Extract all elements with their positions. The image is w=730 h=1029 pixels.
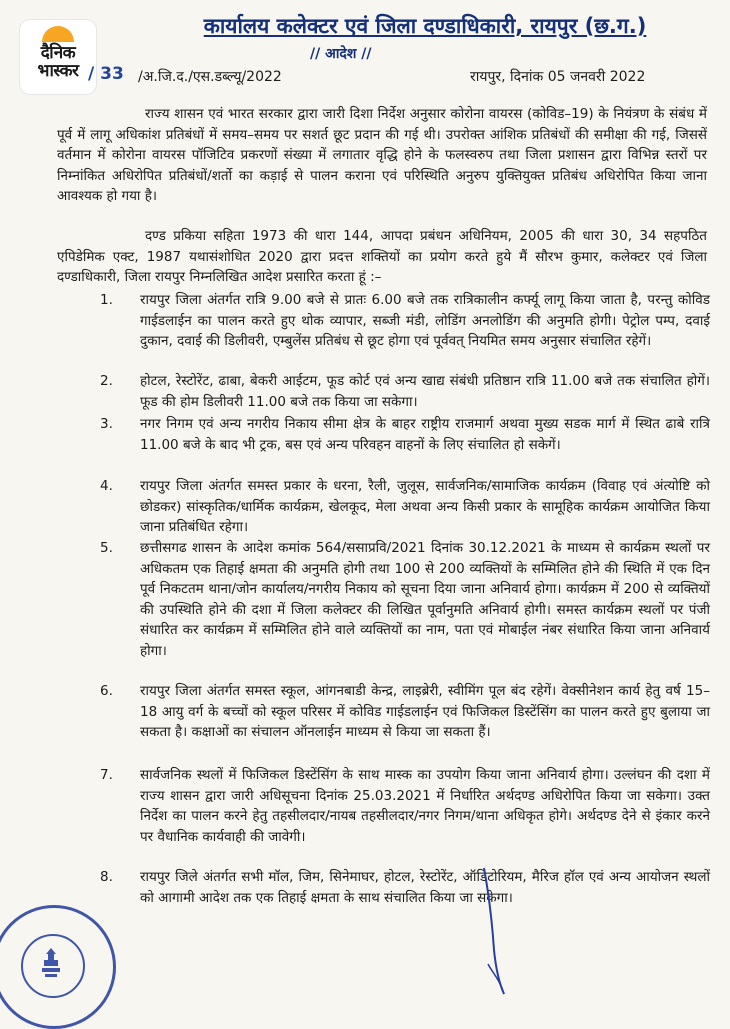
authority-paragraph: दण्ड प्रकिया सहिता 1973 की धारा 144, आपदा प्रबंधन अधिनियम, 2005 की धारा 30, 34 सहपठित एपिडेमिक एक्ट, 1987 यथासंशोधित 2020 द्वारा प्रदत्त शक्तियों का प्रयोग करते हुये मैं सौरभ कुमार, कलेक्टर एवं जिला दण्डाधिकारी, जिला रायपुर निम्नलिखित आदेश प्रसारित करता हूं :– [57,228,707,285]
item-number: 1. [100,292,113,308]
national-emblem-icon [38,946,64,980]
item-text: नगर निगम एवं अन्य नगरीय निकाय सीमा क्षेत्र के बाहर राष्ट्रीय राजमार्ग अथवा मुख्य सडक मार्ग में स्थित ढाबे रात्रि 11.00 बजे के बाद भी ट्रक, बस एवं अन्य परिवहन वाहनों के लिए संचालित हो सकेगें। [140,416,710,453]
item-text: रायपुर जिला अंतर्गत रात्रि 9.00 बजे से प्रातः 6.00 बजे तक रात्रिकालीन कर्फ्यू लागू किया जाता है, परन्तु कोविड गाईडलाईन का पालन करते हुए थोक व्यापार, सब्जी मंडी, लोडिंग अनलोडिंग की अनुमति होगी। पेट्रोल पम्प, दवाई दुकान, दवाई की डिलीवरी, एम्बुलेंस प्रतिबंध से छूट होगा एवं पूर्ववत् नियमित समय अनुसार संचालित रहेगें। [140,292,710,349]
item-number: 6. [100,683,113,699]
order-item-4 [100,476,710,538]
reference-number: / 33 [88,64,124,84]
order-item-1 [100,290,710,352]
district-magistrate-seal [0,905,116,1029]
item-text: रायपुर जिला अंतर्गत समस्त प्रकार के धरना, रैली, जुलूस, सार्वजनिक/सामाजिक कार्यक्रम (विवाह एवं अंत्योष्टि को छोडकर) सांस्कृतिक/धार्मिक कार्यक्रम, खेलकूद, मेला अथवा अन्य किसी प्रकार के सामूहिक कार्यक्रम आयोजित किया जाना प्रतिबंधित रहेगा। [140,478,710,535]
reference-code: /अ.जि.द./एस.डब्ल्यू/2022 [138,69,282,85]
item-text: रायपुर जिले अंतर्गत सभी मॉल, जिम, सिनेमाघर, होटल, रेस्टोरेंट, ऑडिटोरियम, मैरिज हॉल एवं अन्य आयोजन स्थलों को आगामी आदेश तक एक तिहाई क्षमता के साथ संचालित किया जा सकेगा। [140,869,710,906]
order-title: // आदेश // [310,46,372,62]
order-item-5 [100,538,710,661]
item-text: छत्तीसगढ शासन के आदेश कमांक 564/ससाप्रवि/2021 दिनांक 30.12.2021 के माध्यम से कार्यक्रम स्थलों पर अधिकतम एक तिहाई क्षमता की अनुमति होगी तथा 100 से 200 व्यक्तियों के सम्मिलित होने की स्थिति में एक दिन पूर्व निकटतम थाना/जोन कार्यालय/नगरीय निकाय को सूचना दिया जाना अनिवार्य होगा। कार्यक्रम में 200 से व्यक्तियों की उपस्थिति होने की दशा में जिला कलेक्टर की लिखित पूर्वानुमति अनिवार्य होगी। समस्त कार्यक्रम स्थलों पर पंजी संधारित कर कार्यक्रम में सम्मिलित होने वाले व्यक्तियों का नाम, पता एवं मोबाईल नंबर संधारित किया जाना अनिवार्य होगा। [140,540,710,659]
order-item-6 [100,681,710,743]
intro-paragraph: राज्य शासन एवं भारत सरकार द्वारा जारी दिशा निर्देश अनुसार कोरोना वायरस (कोविड–19) के नियंत्रण के संबंध में पूर्व में लागू अधिकांश प्रतिबंधों में समय–समय पर सशर्त छूट प्रदान की गई थी। उपरोक्त आंशिक प्रतिबंधों की समीक्षा की गई, जिससें वर्तमान में कोरोना वायरस पॉजिटिव प्रकरणों संख्या में लगातार वृद्धि होने के फलस्वरुप तथा जिला प्रशासन द्वारा विभिन्न स्तरों पर निम्नांकित अधिरोपित प्रतिबंधों/शर्तो का कड़ाई से पालन कराना एवं परिस्थिति अनुरुप युक्तियुक्त प्रतिबंध अधिरोपित किया जाना आवश्यक हो गया है। [57,106,707,204]
logo-sun-icon [42,26,74,42]
item-number: 3. [100,416,113,432]
office-title: कार्यालय कलेक्टर एवं जिला दण्डाधिकारी, रायपुर (छ.ग.) [203,14,647,38]
order-item-3 [100,414,710,455]
order-item-7 [100,765,710,847]
signature-stroke [470,860,530,1000]
item-text: सार्वजनिक स्थलों में फिजिकल डिस्टेंसिंग के साथ मास्क का उपयोग किया जाना अनिवार्य होगा। उल्लंघन की दशा में राज्य शासन द्वारा जारी अधिसूचना दिनांक 25.03.2021 में निर्धारित अर्थदण्ड अधिरोपित किया जा सकेगा। उक्त निर्देश का पालन करने हेतु तहसीलदार/नायब तहसीलदार/नगर निगम/थाना अधिकृत होगे। अर्थदण्ड देने से इंकार करने पर वैधानिक कार्यवाही की जावेगी। [140,767,711,845]
order-item-2 [100,371,710,412]
item-number: 5. [100,540,113,556]
order-item-8 [100,867,710,908]
logo-line-1: दैनिक [40,43,76,63]
item-number: 7. [100,767,113,783]
order-date: रायपुर, दिनांक 05 जनवरी 2022 [470,69,646,85]
item-text: होटल, रेस्टोरेंट, ढाबा, बेकरी आईटम, फूड कोर्ट एवं अन्य खाद्य संबंधी प्रतिष्ठान रात्रि 11.00 बजे तक संचालित होगें। फूड की होम डिलीवरी 11.00 बजे तक किया जा सकेगा। [140,373,710,410]
item-number: 4. [100,478,113,494]
logo-line-2: भास्कर [37,61,79,81]
dainik-bhaskar-logo [20,20,96,94]
item-number: 8. [100,869,113,885]
item-text: रायपुर जिला अंतर्गत समस्त स्कूल, आंगनबाडी केन्द्र, लाइब्रेरी, स्वीमिंग पूल बंद रहेगें। वेक्सीनेशन कार्य हेतु वर्ष 15–18 आयु वर्ग के बच्चों को स्कूल परिसर में कोविड गाईडलाईन एवं फिजिकल डिस्टेंसिंग का पालन करते हुए बुलाया जा सकता है। कक्षाओं का संचालन ऑनलाईन माध्यम से किया जा सकता हैं। [140,683,710,740]
item-number: 2. [100,373,113,389]
